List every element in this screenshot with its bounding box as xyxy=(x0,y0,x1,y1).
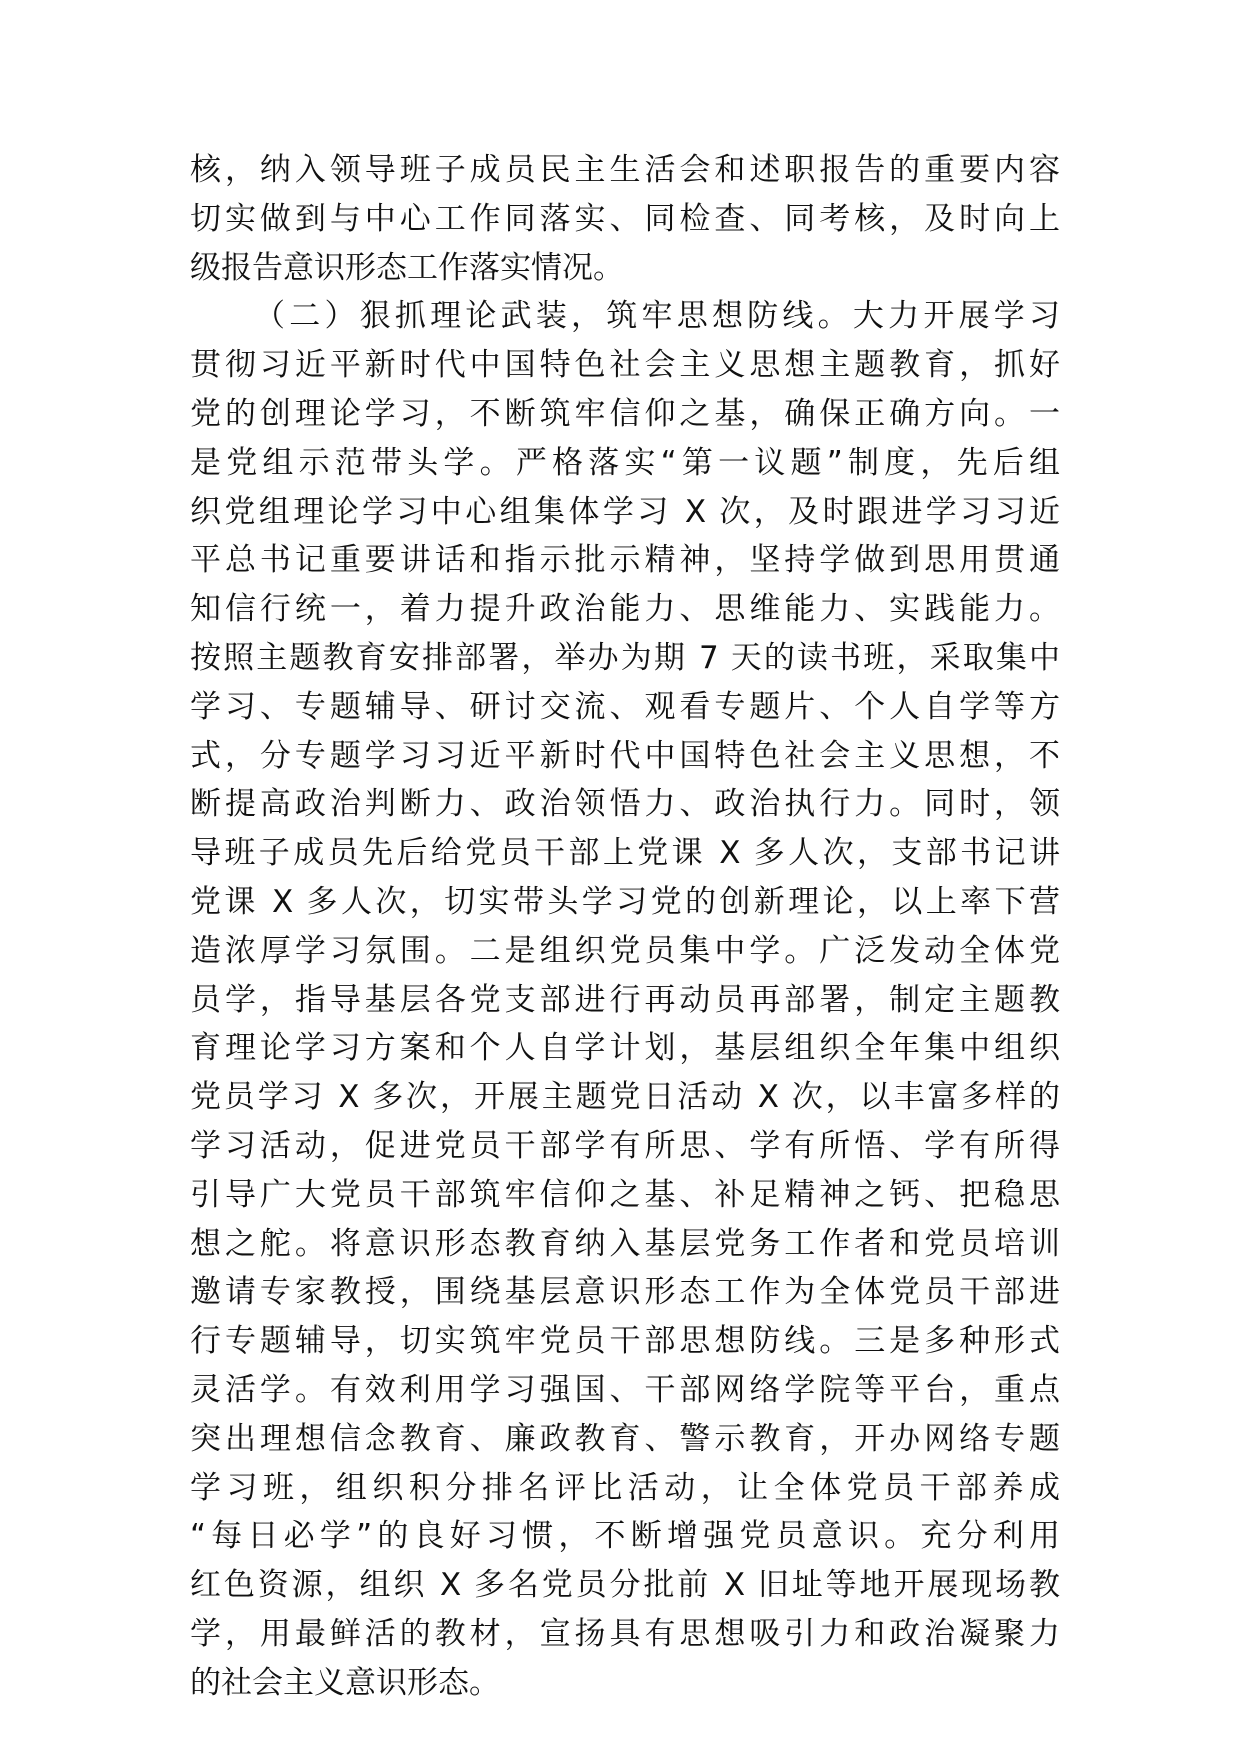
text-line: 党的创理论学习，不断筑牢信仰之基，确保正确方向。一 xyxy=(190,395,1060,432)
text-line: 党员学习 X 多次，开展主题党日活动 X 次，以丰富多样的 xyxy=(190,1079,1060,1116)
text-line: 员学，指导基层各党支部进行再动员再部署，制定主题教 xyxy=(190,981,1060,1018)
text-line: 学习活动，促进党员干部学有所思、学有所悟、学有所得 xyxy=(190,1127,1060,1164)
text-line: 党课 X 多人次，切实带头学习党的创新理论，以上率下营 xyxy=(190,883,1060,920)
text-line: 引导广大党员干部筑牢信仰之基、补足精神之钙、把稳思 xyxy=(190,1176,1060,1213)
text-line: 红色资源，组织 X 多名党员分批前 X 旧址等地开展现场教 xyxy=(190,1567,1060,1604)
text-line: 邀请专家教授，围绕基层意识形态工作为全体党员干部进 xyxy=(190,1274,1060,1311)
text-line: 是党组示范带头学。严格落实“第一议题”制度，先后组 xyxy=(190,444,1060,481)
text-line: 按照主题教育安排部署，举办为期 7 天的读书班，采取集中 xyxy=(190,639,1060,676)
text-line: 学习、专题辅导、研讨交流、观看专题片、个人自学等方 xyxy=(190,688,1060,725)
body-text xyxy=(190,146,1060,1708)
text-line: 的社会主义意识形态。 xyxy=(190,1664,500,1701)
text-line: 织党组理论学习中心组集体学习 X 次，及时跟进学习习近 xyxy=(190,493,1060,530)
text-line: 式，分专题学习习近平新时代中国特色社会主义思想，不 xyxy=(190,737,1060,774)
text-line: 育理论学习方案和个人自学计划，基层组织全年集中组织 xyxy=(190,1030,1060,1067)
text-line: 造浓厚学习氛围。二是组织党员集中学。广泛发动全体党 xyxy=(190,932,1060,969)
text-line: 灵活学。有效利用学习强国、干部网络学院等平台，重点 xyxy=(190,1371,1060,1408)
text-line: 知信行统一，着力提升政治能力、思维能力、实践能力。 xyxy=(190,591,1060,628)
text-line: 学，用最鲜活的教材，宣扬具有思想吸引力和政治凝聚力 xyxy=(190,1615,1060,1652)
text-line: 断提高政治判断力、政治领悟力、政治执行力。同时，领 xyxy=(190,786,1060,823)
text-line: 想之舵。将意识形态教育纳入基层党务工作者和党员培训 xyxy=(190,1225,1060,1262)
text-line: 级报告意识形态工作落实情况。 xyxy=(190,249,624,286)
section-heading-line: （二）狠抓理论武装，筑牢思想防线。大力开展学习 xyxy=(254,298,1060,335)
text-line: 切实做到与中心工作同落实、同检查、同考核，及时向上 xyxy=(190,200,1060,237)
text-line: “每日必学”的良好习惯，不断增强党员意识。充分利用 xyxy=(190,1518,1060,1555)
text-line: 导班子成员先后给党员干部上党课 X 多人次，支部书记讲 xyxy=(190,835,1060,872)
text-line: 突出理想信念教育、廉政教育、警示教育，开办网络专题 xyxy=(190,1420,1060,1457)
text-line: 平总书记重要讲话和指示批示精神，坚持学做到思用贯通 xyxy=(190,542,1060,579)
text-line: 贯彻习近平新时代中国特色社会主义思想主题教育，抓好 xyxy=(190,347,1060,384)
text-line: 行专题辅导，切实筑牢党员干部思想防线。三是多种形式 xyxy=(190,1323,1060,1360)
text-line: 核，纳入领导班子成员民主生活会和述职报告的重要内容 xyxy=(190,152,1060,188)
text-line: 学习班，组织积分排名评比活动，让全体党员干部养成 xyxy=(190,1469,1060,1506)
